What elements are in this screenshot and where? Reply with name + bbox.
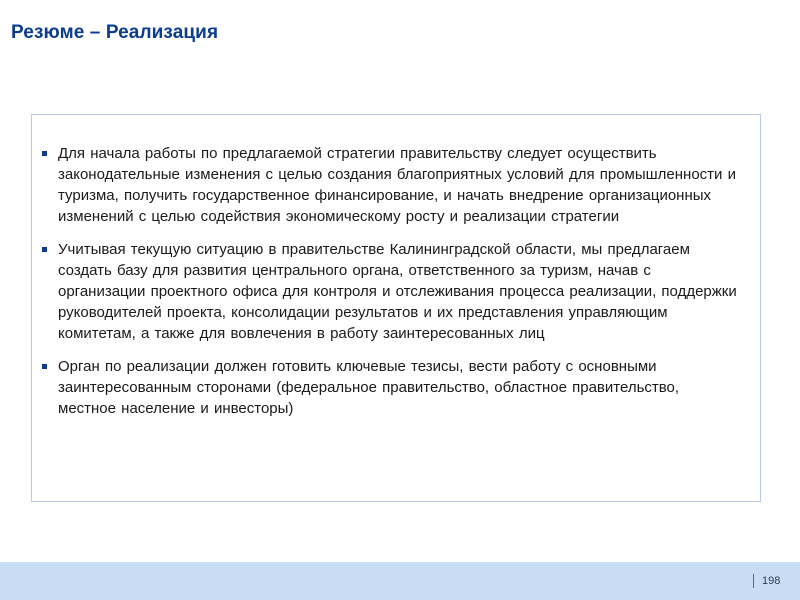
- slide-title: Резюме – Реализация: [11, 22, 219, 43]
- square-bullet-icon: [42, 364, 47, 369]
- bullet-text: Орган по реализации должен готовить ключевые тезисы, вести работу с основными заинтересованным сторонами (федеральное правительство, областное правительство, местное население и инвесторы): [58, 358, 680, 417]
- footer-band: [0, 562, 800, 600]
- footer-divider: [753, 574, 754, 588]
- bullet-item: [32, 143, 760, 227]
- square-bullet-icon: [42, 151, 47, 156]
- page-number: 198: [762, 575, 781, 587]
- content-box: [31, 114, 761, 502]
- bullet-item: [32, 356, 760, 419]
- bullet-item: [32, 239, 760, 344]
- bullet-text: Учитывая текущую ситуацию в правительстве Калининградской области, мы предлагаем создать базу для развития центрального органа, ответственного за туризм, начав с организации проектного офиса для контроля и отслеживания процесса реализации, поддержки руководителей проекта, консолидации результатов и их представления управляющим комитетам, а также для вовлечения в работу заинтересованных лиц: [58, 241, 737, 342]
- square-bullet-icon: [42, 247, 47, 252]
- bullet-text: Для начала работы по предлагаемой стратегии правительству следует осуществить законодательные изменения с целью создания благоприятных условий для промышленности и туризма, получить государственное финансирование, и начать внедрение организационных изменений с целью содействия экономическому росту и реализации стратегии: [58, 145, 736, 225]
- bullet-list: [32, 115, 760, 419]
